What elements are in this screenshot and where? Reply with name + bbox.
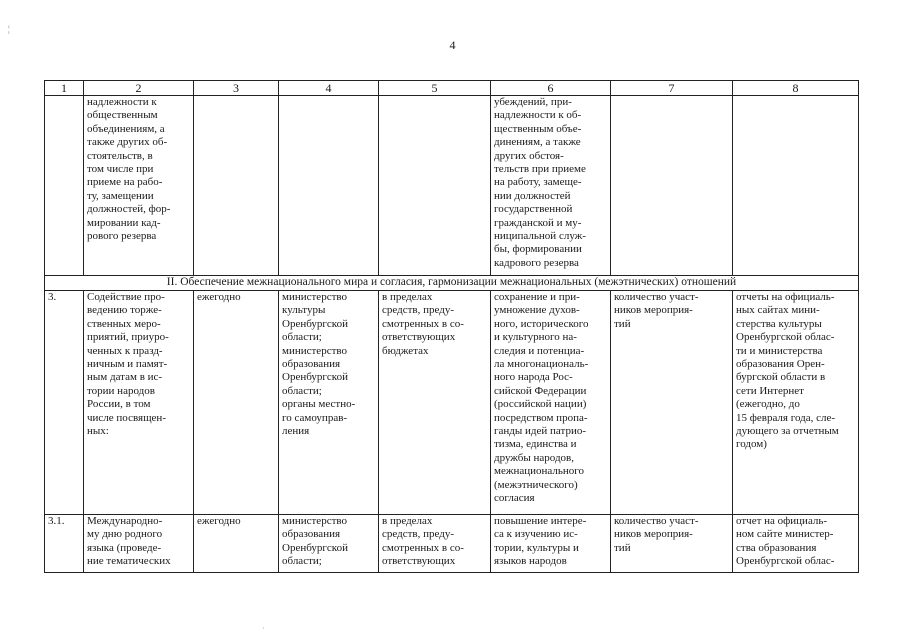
header-cell-4: 4	[279, 81, 379, 96]
cell-c6: убеждений, при- надлежности к об- щественным объе- динениям, а также других обстоя- тельств при приеме на работу, замеще- нии должностей государственной гражданской и му- ниципальной служ- бы, формировании кадрового резерва	[491, 96, 611, 276]
cell-c5	[379, 96, 491, 276]
scan-mark: ·	[262, 624, 265, 633]
header-cell-8: 8	[733, 81, 859, 96]
page-number: 4	[449, 38, 456, 52]
table-row-3	[45, 291, 859, 515]
report-form: отчеты на официаль- ных сайтах мини- стерства культуры Оренбургской облас- ти и министерства образования Орен- бургской области в сети Интернет (ежегодно, до 15 февраля года, сле- дующего за отчетным годом)	[733, 291, 859, 515]
indicator: количество участ- ников мероприя- тий	[611, 291, 733, 515]
margin-mark: ¦	[8, 24, 10, 34]
cell-c3	[194, 96, 279, 276]
deadline: ежегодно	[194, 291, 279, 515]
responsible: министерство образования Оренбургской области;	[279, 515, 379, 573]
header-cell-2: 2	[84, 81, 194, 96]
table-row-continuation	[45, 96, 859, 276]
funding: в пределах средств, преду- смотренных в со- ответствующих бюджетах	[379, 291, 491, 515]
activity-name: Содействие про- ведению торже- ственных меро- приятий, приуро- ченных к празд- ничным и памят- ным датам в ис- тории народов России, в том числе посвящен- ных:	[84, 291, 194, 515]
cell-c2: надлежности к общественным объединениям, а также других об- стоятельств, в том числе при приеме на рабо- ту, замещении должностей, фор- мировании кад- рового резерва	[84, 96, 194, 276]
expected-result: повышение интере- са к изучению ис- тории, культуры и языков народов	[491, 515, 611, 573]
row-number: 3.	[45, 291, 84, 515]
cell-c7	[611, 96, 733, 276]
section-heading-row	[45, 276, 859, 291]
deadline: ежегодно	[194, 515, 279, 573]
cell-c8	[733, 96, 859, 276]
cell-c4	[279, 96, 379, 276]
header-cell-3: 3	[194, 81, 279, 96]
header-cell-6: 6	[491, 81, 611, 96]
cell-c1	[45, 96, 84, 276]
header-cell-7: 7	[611, 81, 733, 96]
responsible: министерство культуры Оренбургской области; министерство образования Оренбургской области; органы местно- го самоуправ- ления	[279, 291, 379, 515]
plan-table-wrapper	[44, 80, 859, 573]
row-number: 3.1.	[45, 515, 84, 573]
header-cell-5: 5	[379, 81, 491, 96]
section-title: II. Обеспечение межнационального мира и согласия, гармонизации межнациональных (межэтнических) отношений	[45, 276, 859, 291]
indicator: количество участ- ников мероприя- тий	[611, 515, 733, 573]
table-row-3-1	[45, 515, 859, 573]
report-form: отчет на официаль- ном сайте министер- ства образования Оренбургской облас-	[733, 515, 859, 573]
header-row	[45, 81, 859, 96]
funding: в пределах средств, преду- смотренных в со- ответствующих	[379, 515, 491, 573]
header-cell-1: 1	[45, 81, 84, 96]
plan-table	[44, 80, 859, 573]
activity-name: Международно- му дню родного языка (проведе- ние тематических	[84, 515, 194, 573]
expected-result: сохранение и при- умножение духов- ного, исторического и культурного на- следия и потенциа- ла многонациональ- ного народа Рос- сийской Федерации (российской нации) посредством пропа- ганды идей патрио- тизма, единства и дружбы народов, межнационального (межэтнического) согласия	[491, 291, 611, 515]
